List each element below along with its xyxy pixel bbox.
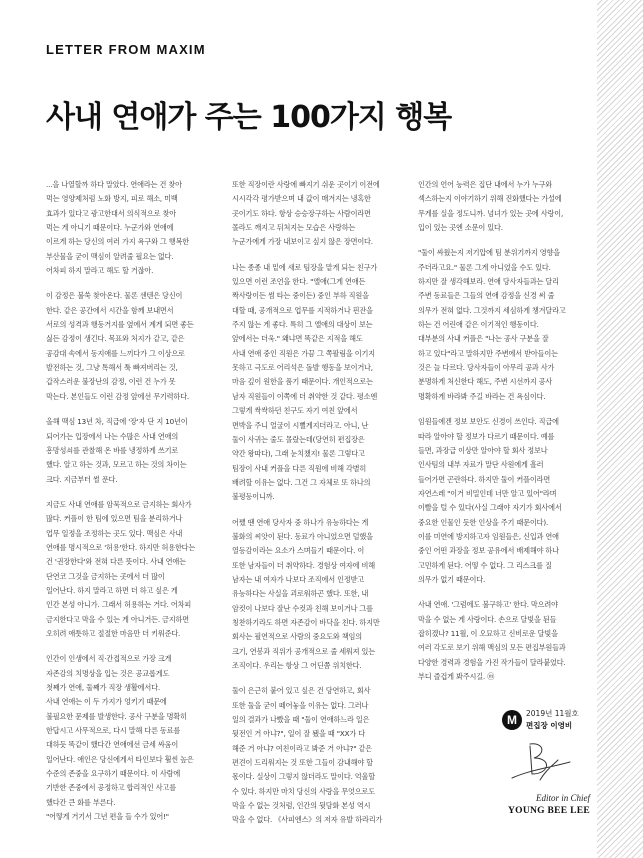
section-header: LETTER FROM MAXIM — [46, 42, 206, 57]
body-paragraph: 인간이 인생에서 직·간접적으로 가장 크게 자존감의 치명상을 입는 것은 공교롭게도 첫째가 연애, 둘째가 직장 생활에서다. 사내 연애는 이 두 가지가 엉키기 때문에 불필요한 문제를 발생한다. 공사 구분을 명확히 한답시고 사무적으로, 다시 말해 다른 동료를 대하듯 똑같이 했다간 연애에선 금세 싸움이 일어난다. 애인은 당신에게서 타인보다 훨씬 높은 수준의 존중을 요구하기 때문이다. 이 사람에 기반한 존중에서 공정하고 합리적인 사고를 했다간 큰 화를 부른다. "어떻게 거기서 그년 편을 들 수가 있어!" — [46, 654, 194, 822]
body-paragraph: 나는 종종 내 밑에 새로 팀장을 맡게 되는 친구가 있으면 이런 조언을 한다. "앨애(그게 연애든 짝사랑이든 썸 타는 중이든) 중인 부하 직원을 대할 때, 공개적으로 업무를 지적하거나 핀잔을 주지 않는 게 좋다. 특히 그 앨애의 대상이 보는 앞에서는 더욱." 왜냐면 똑같은 지적을 해도 사내 연애 중인 직원은 가끔 그 쪽팔림을 이기지 못하고 극도로 어리석은 돌발 행동을 보이거나, 마음 깊이 원한을 품기 때문이다. 개인적으로는 남자 직원들이 이쪽에 더 취약한 것 같다. 평소엔 그렇게 싹싹하던 친구도 자기 여친 앞에서 면박을 주니 얼굴이 시뻘게지더라고. 아니, 난 둘이 사귀는 줄도 몰랐는데(당연히 편집장은 약간 왕따다), 그래 눈치챘지! 물론 그렇다고 팀장이 사내 커플을 다른 직원에 비해 각별히 배려할 이유는 없다. 그건 그 자체로 또 하나의 불평등이니까. — [232, 262, 378, 502]
body-paragraph: 이 감정은 불쑥 찾아온다. 물론 센텐은 당신이 한다. 같은 공간에서 시간을 함께 보내면서 서로의 성격과 행동거지를 옆에서 계게 되면 좋든 싫든 감정이 생긴다. 목표와 처지가 같고, 같은 공감대 속에서 동지애를 느끼다가 그 이상으로 발전하는 것, 그냥 톡해서 툭 빠져버리는 것, 갑작스러운 불장난의 감정, 이런 건 누가 못 막는다. 본인들도 이런 감정 앞에선 무기력하다. — [46, 291, 194, 401]
editor-name: YOUNG BEE LEE — [507, 806, 590, 816]
body-paragraph: 지금도 사내 연애를 암묵적으로 금지하는 회사가 많다. 커플이 한 팀에 있으면 팀을 분리하거나 업무 일정을 조정하는 곳도 있다. 맥심은 사내 연애를 명시적으로 '허용'한다. 하지만 허용한다는 건 '권장한다'와 전혀 다른 뜻이다. 사내 연애는 단연코 그것을 금지하는 곳에서 더 많이 일어난다. 하지 말라고 하면 더 하고 싶은 게 인간 본성 아니가. 그래서 허용하는 거다. 어차피 금지한다고 막을 수 있는 게 아니거든. 금지하면 오히려 애틋하고 절절한 마음만 더 키워준다. — [46, 499, 196, 638]
body-paragraph: 임원들에겐 정보 보안도 신경이 쓰인다. 직급에 따라 알아야 할 정보가 다르기 때문이다. 예를 들면, 과장급 이상만 알아야 할 회사 정보나 인사팀의 내부 자료가 말단 사원에게 흘러 들어가면 곤란하다. 하지만 둘이 커플이라면 자연스레 "이거 비밀인데 너만 알고 있어"라며 이빨을 털 수 있다(사실 그래야 자기가 회사에서 중요한 인물인 듯한 인상을 주기 때문이다). 이를 미연에 방지하고자 임원들은, 신입과 연애 중인 어떤 과장을 정보 공유에서 배제해야 하나 고민하게 된다. 어떻 수 없다. 그 리스크를 질 의무가 없기 때문이다. — [418, 417, 562, 584]
hatched-edge-decoration — [597, 0, 643, 858]
body-paragraph: 또한 직장이란 사랑에 빠지기 쉬운 곳이기 이전에 시시각각 평가받으며 내 값이 매겨지는 냉혹한 곳이기도 하다. 항상 승승장구하는 사람이라면 몰라도 깨지고 뒤처지는 모습은 사랑하는 누군가에게 가장 내보이고 싶지 않은 장면이다. — [232, 180, 380, 247]
article-title: 사내 연애가 주는 100가지 행복 — [46, 100, 452, 135]
body-paragraph: 올해 맥심 13년 차, 직급에 '장'자 단 지 10년이 되어가는 입장에서 나는 수많은 사내 연애의 흥망성쇠를 관찰해 온 바를 냉정하게 쓰기로 했다. 알고 하는 것과, 모르고 하는 것의 차이는 크다. 지금부터 썰 푼다. — [46, 417, 188, 484]
editor-korean-name: 편집장 이영비 — [526, 721, 573, 730]
issue-date: 2019년 11월호 — [526, 709, 579, 718]
body-paragraph: 둘이 은근히 붙어 있고 싶은 건 당연하고, 회사 또한 둘을 굳이 떼어놓을 이유는 없다. 그러나 일의 결과가 나빴을 때 "둘이 연애하느라 일은 뒷전인 거 아냐?", 일이 잘 됐을 때 "XX가 다 해준 거 아냐? 여친이라고 봐준 거 아냐?" 같은 편견이 드리워지는 것 또한 그들이 감내해야 할 몫이다. 실상이 그렇지 않더라도 말이다. 억울할 수 있다. 하지만 마치 당신의 사랑을 무엇으로도 막을 수 없는 것처럼, 인간의 뒷담화 본성 역시 막을 수 없다. 《사피엔스》의 저자 유발 하라리가 — [232, 686, 383, 825]
handwritten-signature — [500, 740, 580, 784]
maxim-logo-icon: M — [502, 710, 522, 730]
text-column-1 — [46, 178, 217, 822]
body-paragraph: ...을 나열할까 하다 말았다. 연애라는 건 찾아 먹는 영양제처럼 노화 방지, 피로 해소, 미백 효과가 있다고 광고한대서 의식적으로 찾아 먹는 게 아니기 때문이다. 누군가와 연애에 이르게 하는 당신의 여러 가지 욕구와 그 행복한 부산물을 굳이 맥심이 알려줄 필요는 없다. 어차피 하지 말라고 해도 할 거잖아. — [46, 180, 190, 276]
body-paragraph: 인간의 언어 능력은 집단 내에서 누가 누구와 섹스하는지 이야기하기 위해 진화했다는 가설에 무게를 실을 정도니까. 넘녀가 있는 곳에 사랑이, 입이 있는 곳엔 소문이 있다. — [418, 180, 564, 233]
text-column-2 — [232, 178, 403, 825]
editor-role: Editor in Chief — [536, 793, 590, 803]
body-paragraph: "둘이 싸웠는지 저기압에 팀 분위기까지 영향을 주더라고요." 물론 그게 아니었을 수도 있다. 하지만 잘 생각해보라. 연애 당사자들과는 달리 주변 동료들은 그들의 연애 감정을 신경 써 줄 의무가 전혀 없다. 그것까지 세심하게 챙겨달라고 하는 건 어린애 같은 이기적인 행동이다. 대부분의 사내 커플은 "나는 공사 구분을 잘 하고 있다"라고 말하지만 주변에서 받아들이는 것은 늘 다르다. 당사자들이 아무리 공과 사가 분명하게 처신한다 해도, 주변 시선까지 공사 명확하게 바라봐 주길 바라는 건 욕심이다. — [418, 248, 566, 401]
body-paragraph: 어쨌 땐 연애 당사자 중 하나가 유능하다는 게 불화의 씨앗이 된다. 동료가 아니었으면 덜했을 열등감이라는 요소가 스며들기 때문이다. 이 또한 남자들이 더 취약하다. 경험상 여자에 비해 남자는 내 여자가 나보다 조직에서 인정받고 유능하다는 사실을 괴로워하곤 했다. 또한, 내 암컷이 나보다 잘난 수컷과 친해 보이거나 그를 칭찬하기라도 하면 자존감이 바닥을 친다. 하지만 회사는 필연적으로 사람의 중요도와 책임의 크기, 연봉과 직위가 공개적으로 줄 세워져 있는 조직이다. 우리는 항상 그 어딘쯤 위치한다. — [232, 517, 380, 670]
body-paragraph: 사내 연애. '그럼에도 불구하고' 한다. 막으려야 막을 수 없는 게 사랑이다. 손으로 달빛을 된들 잡히겠나? 11월, 이 오묘하고 신비로운 달빛을 여러 각도로 보기 위해 맥심의 모든 편집부원들과 다양한 경력과 경험을 가진 작가들이 달라붙었다. 부디 즐겁게 봐주시길. ⓜ — [418, 600, 566, 681]
